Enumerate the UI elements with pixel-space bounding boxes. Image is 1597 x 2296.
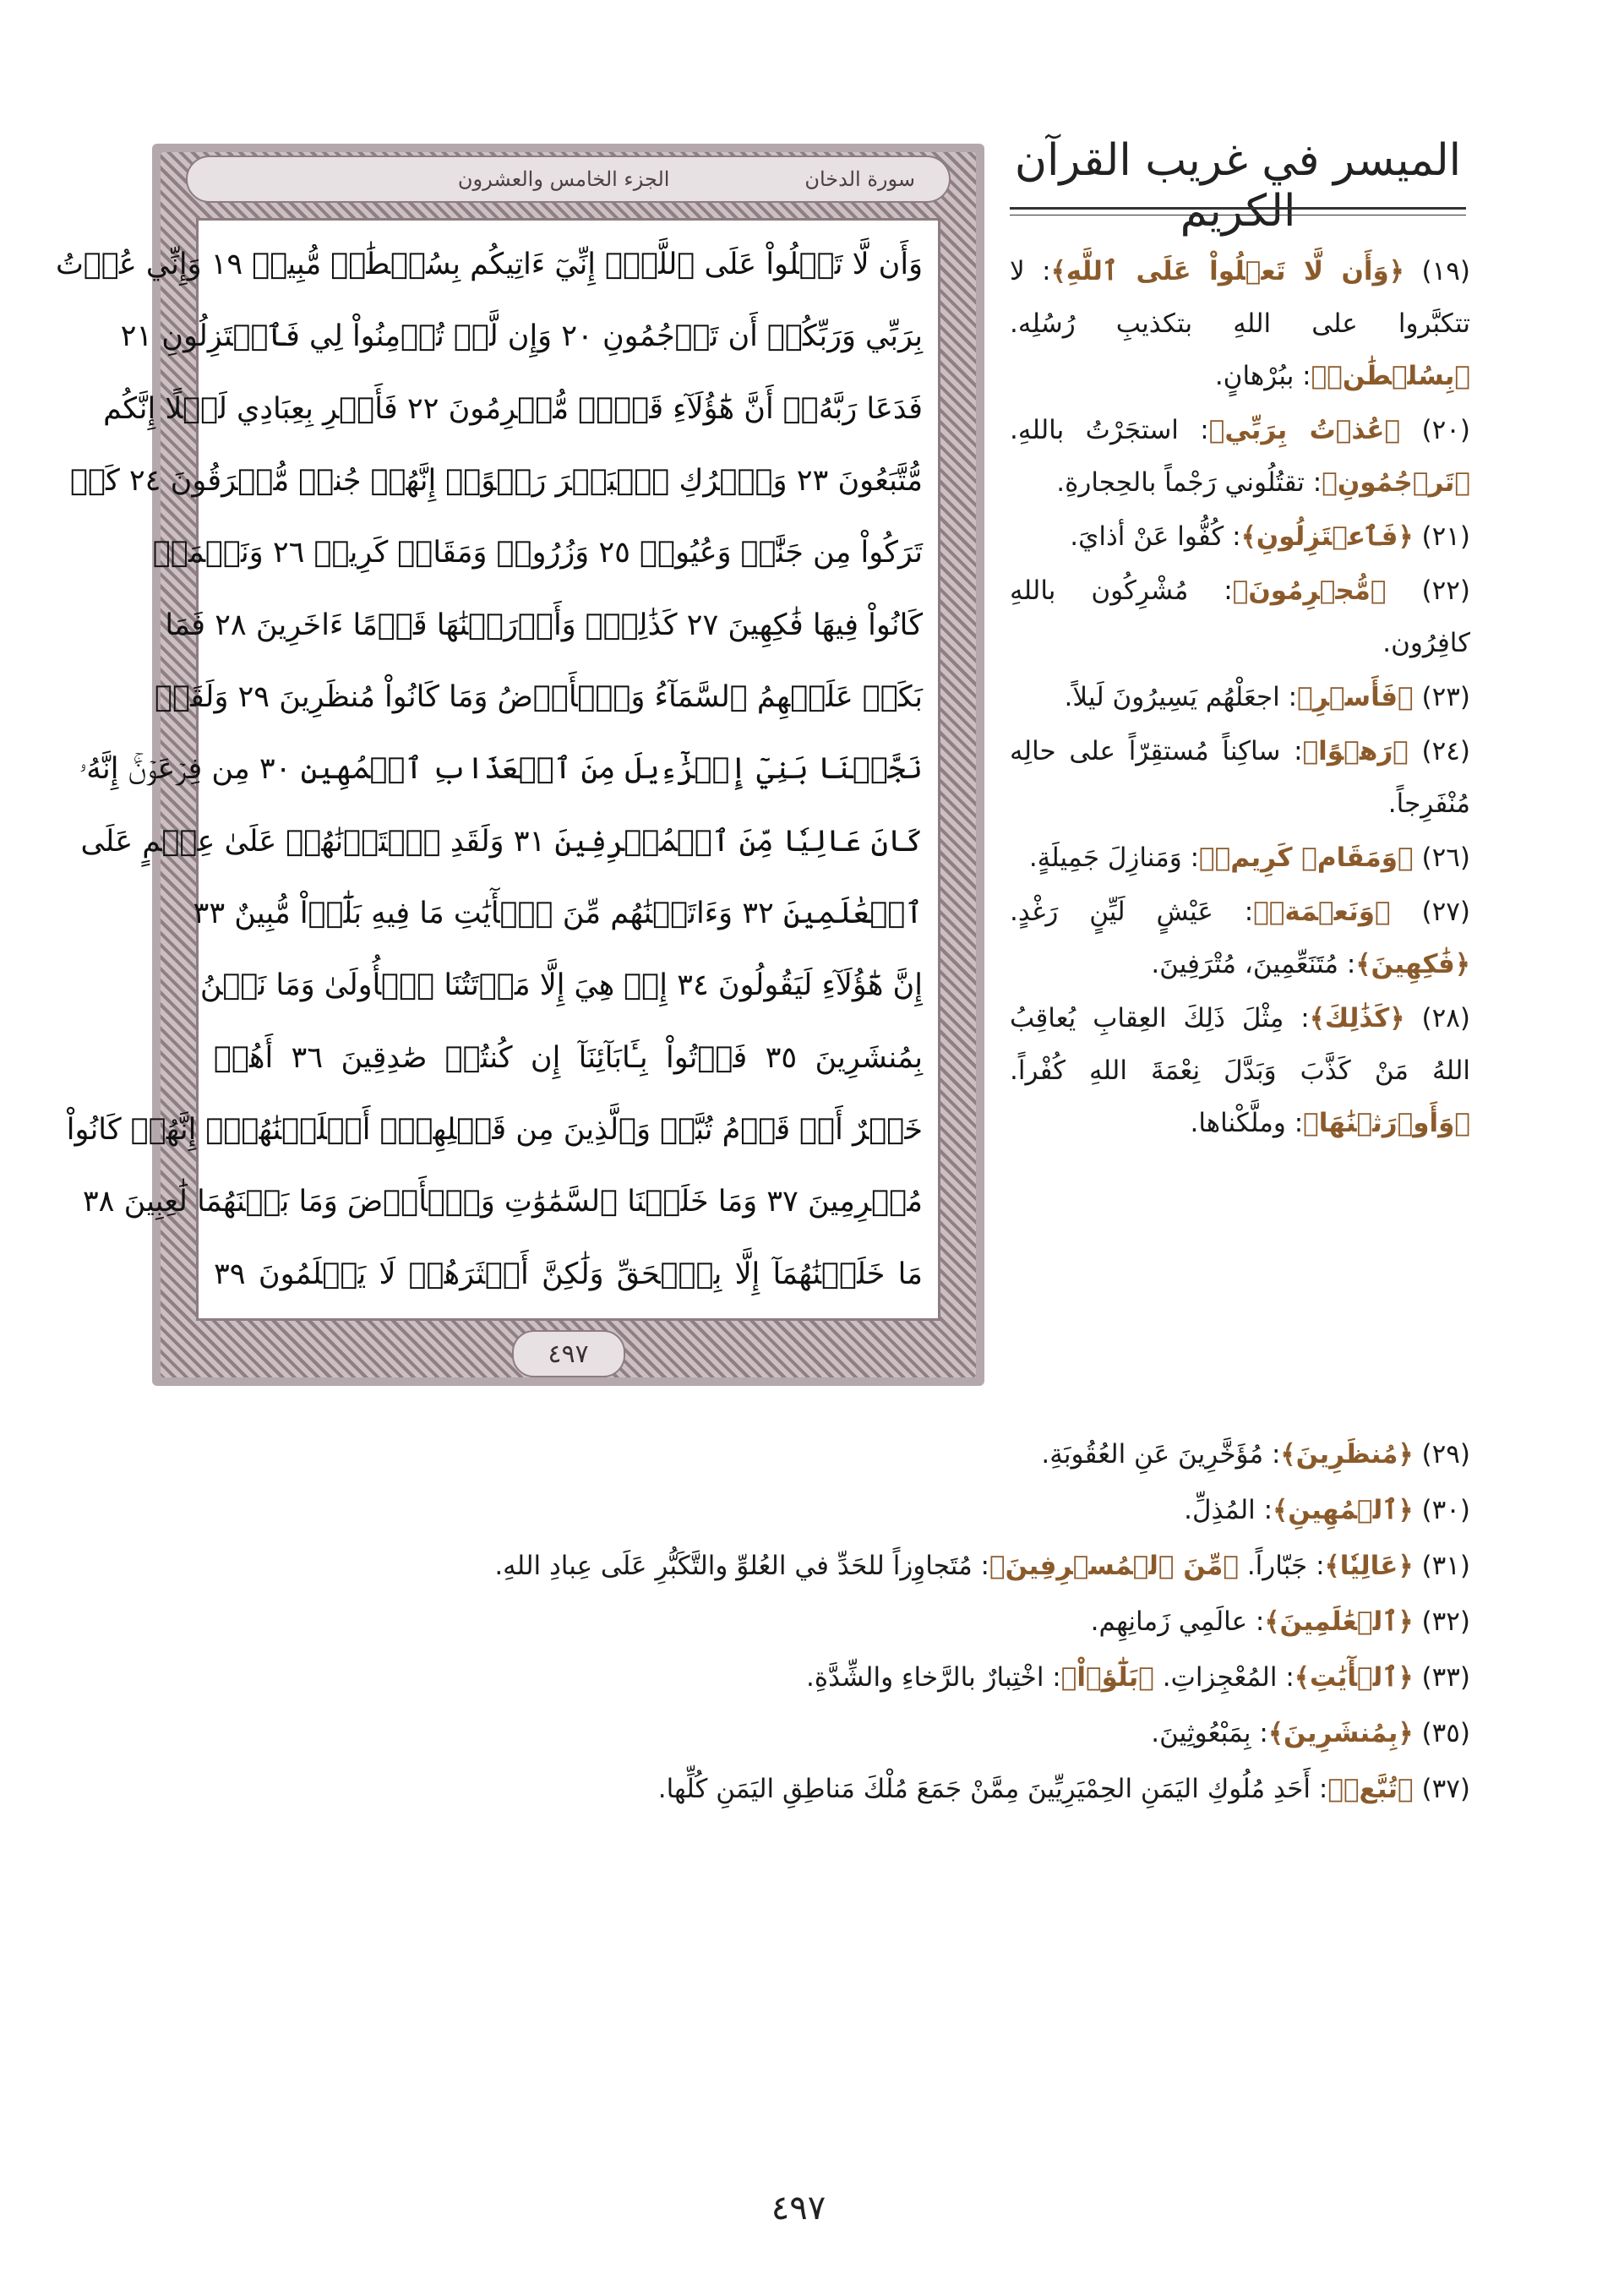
note-number: (٢٢) [1386, 575, 1470, 606]
note-entry [1010, 510, 1470, 563]
note-number: (٣٥) [1413, 1718, 1470, 1748]
note-keyword: ﴿وَأَوۡرَثۡنَٰهَا﴾ [1303, 1108, 1470, 1138]
note-text: : ببُرْهانٍ. [1214, 361, 1311, 391]
notes-column [1010, 245, 1470, 1151]
note-keyword: ﴿فَٱعۡتَزِلُونِ﴾ [1240, 521, 1414, 552]
note-text: : لا تتكبَّروا على اللهِ بتكذيبِ رُسُلِه. [1010, 256, 1470, 339]
note-keyword: ﴿عَالِيٗا﴾ [1324, 1551, 1414, 1581]
note-number: (٢٨) [1404, 1003, 1470, 1033]
note-number: (٢١) [1413, 521, 1470, 552]
notes-full-width [372, 1428, 1470, 1819]
note-entry [1010, 886, 1470, 990]
note-entry [1010, 564, 1470, 669]
verse-line: ٱلۡعَٰلَمِينَ ٣٢ وَءَاتَيۡنَٰهُم مِّنَ ٱلۡأٓيَٰتِ مَا فِيهِ بَلَٰٓؤٞاْ مُّبِينٌ ٣٣ [193, 897, 923, 931]
note-entry [372, 1484, 1470, 1536]
verses-block [55, 229, 923, 1310]
mushaf-page-frame [55, 144, 984, 1386]
note-keyword: ﴿تُبَّعٖ﴾ [1327, 1774, 1414, 1804]
verse-line: مُجۡرِمِينَ ٣٧ وَمَا خَلَقۡنَا ٱلسَّمَٰوَٰتِ وَٱلۡأَرۡضَ وَمَا بَيۡنَهُمَا لَٰعِبِينَ ٣٨ [82, 1185, 923, 1219]
note-number: (١٩) [1404, 256, 1470, 286]
note-text: : جَبّاراً. [1238, 1551, 1325, 1581]
verse-line: خَيۡرٌ أَمۡ قَوۡمُ تُبَّعٖ وَٱلَّذِينَ مِن قَبۡلِهِمۡۚ أَهۡلَكۡنَٰهُمۡۖ إِنَّهُمۡ كَانُواْ [66, 1113, 923, 1148]
verse-line: وَأَن لَّا تَعۡلُواْ عَلَى ٱللَّهِۖ إِنِّيٓ ءَاتِيكُم بِسُلۡطَٰنٖ مُّبِينٖ ١٩ وَإِنِّي عُذۡتُ [55, 248, 923, 281]
note-text: : استجَرْتُ باللهِ. [1010, 415, 1209, 445]
note-keyword: ﴿مِّنَ ٱلۡمُسۡرِفِينَ﴾ [989, 1551, 1239, 1581]
verse-line: مَا خَلَقۡنَٰهُمَآ إِلَّا بِٱلۡحَقِّ وَلَٰكِنَّ أَكۡثَرَهُمۡ لَا يَعۡلَمُونَ ٣٩ [214, 1257, 923, 1291]
note-keyword: ﴿بِمُنشَرِينَ﴾ [1267, 1718, 1414, 1748]
verse-line: بِرَبِّي وَرَبِّكُمۡ أَن تَرۡجُمُونِ ٢٠ وَإِن لَّمۡ تُؤۡمِنُواْ لِي فَٱعۡتَزِلُونِ ٢١ [120, 319, 923, 354]
note-text: : مُؤَخَّرِينَ عَنِ العُقُوبَةِ. [1041, 1439, 1281, 1470]
note-entry [1010, 245, 1470, 402]
note-entry [1010, 992, 1470, 1149]
note-number: (٢٦) [1413, 843, 1470, 873]
note-text: : مِثْلَ ذَلِكَ العِقابِ يُعاقِبُ اللهُ مَنْ كَذَّبَ وَبَدَّلَ نِعْمَةَ اللهِ كُفْراً. [1010, 1003, 1470, 1086]
note-entry [372, 1540, 1470, 1592]
note-entry [372, 1707, 1470, 1759]
note-entry [1010, 832, 1470, 884]
note-text: : وَمَنازِلَ جَمِيلَةٍ. [1028, 843, 1200, 873]
verse-line: بِمُنشَرِينَ ٣٥ فَأۡتُواْ بِـَٔابَآئِنَآ إِن كُنتُمۡ صَٰدِقِينَ ٣٦ أَهُمۡ [214, 1040, 923, 1075]
note-text: : المُذِلِّ. [1184, 1495, 1273, 1525]
note-keyword: ﴿فَٰكِهِينَ﴾ [1355, 949, 1470, 979]
note-keyword: ﴿وَأَن لَّا تَعۡلُواْ عَلَى ٱللَّهِ﴾ [1050, 256, 1404, 286]
note-keyword: ﴿مُّجۡرِمُونَ﴾ [1232, 575, 1387, 606]
note-text: : مُشْرِكُون باللهِ كافِرُون. [1010, 575, 1470, 658]
note-keyword: ﴿عُذۡتُ بِرَبِّي﴾ [1208, 415, 1401, 445]
verse-line: كَانُواْ فِيهَا فَٰكِهِينَ ٢٧ كَذَٰلِكَۖ وَأَوۡرَثۡنَٰهَا قَوۡمًا ءَاخَرِينَ ٢٨ فَمَا [165, 608, 923, 642]
note-text: : مُتَنَعِّمِينَ، مُتْرَفِينَ. [1151, 949, 1356, 979]
note-number: (٣٣) [1413, 1662, 1470, 1693]
verse-line: مُّتَّبَعُونَ ٢٣ وَٱتۡرُكِ ٱلۡبَحۡرَ رَهۡوًاۖ إِنَّهُمۡ جُندٞ مُّغۡرَقُونَ ٢٤ كَمۡ [70, 464, 923, 499]
note-keyword: ﴿ٱلۡعَٰلَمِينَ﴾ [1264, 1606, 1414, 1637]
note-number: (٢٧) [1390, 897, 1470, 927]
verse-line: بَكَتۡ عَلَيۡهِمُ ٱلسَّمَآءُ وَٱلۡأَرۡضُ وَمَا كَانُواْ مُنظَرِينَ ٢٩ وَلَقَدۡ [155, 680, 923, 715]
note-number: (٣٠) [1413, 1495, 1470, 1525]
note-number: (٢٠) [1400, 415, 1470, 445]
note-keyword: ﴿رَهۡوًا﴾ [1302, 736, 1409, 766]
mushaf-page-number: ٤٩٧ [512, 1330, 625, 1377]
verse-line: نَجَّيۡنَا بَنِيٓ إِسۡرَٰٓءِيلَ مِنَ ٱلۡعَذَابِ ٱلۡمُهِينِ ٣٠ مِن فِرۡعَوۡنَۚ إِنَّهُۥ [79, 752, 923, 787]
note-text: : كُفُّوا عَنْ أذايَ. [1070, 521, 1241, 552]
verse-line: تَرَكُواْ مِن جَنَّٰتٖ وَعُيُونٖ ٢٥ وَزُرُوعٖ وَمَقَامٖ كَرِيمٖ ٢٦ وَنَعۡمَةٖ [152, 536, 923, 570]
note-entry [372, 1428, 1470, 1481]
note-keyword: ﴿مُنظَرِينَ﴾ [1280, 1439, 1414, 1470]
note-text: : عَيْشٍ لَيِّنٍ رَغْدٍ. [1010, 897, 1254, 927]
verse-line: فَدَعَا رَبَّهُۥٓ أَنَّ هَٰٓؤُلَآءِ قَوۡمٞ مُّجۡرِمُونَ ٢٢ فَأَسۡرِ بِعِبَادِي لَيۡلًا إِنَّكُم [103, 391, 923, 426]
note-keyword: ﴿ٱلۡمُهِينِ﴾ [1273, 1495, 1414, 1525]
note-keyword: ﴿فَأَسۡرِ﴾ [1297, 682, 1414, 712]
note-text: : اخْتِبارٌ بالرَّخاءِ والشِّدَّةِ. [805, 1662, 1061, 1693]
header-rule [1010, 207, 1466, 210]
book-title: الميسر في غريب القرآن الكريم [1014, 135, 1462, 237]
note-keyword: ﴿بِسُلۡطَٰنٖ﴾ [1311, 361, 1470, 391]
note-keyword: ﴿كَذَٰلِكَ﴾ [1309, 1003, 1405, 1033]
mushaf-header [186, 155, 951, 203]
note-entry [372, 1651, 1470, 1704]
note-text: : عالَمِي زَمانِهِم. [1090, 1606, 1265, 1637]
note-entry [372, 1595, 1470, 1648]
note-text: : تقتُلُوني رَجْماً بالحِجارةِ. [1056, 467, 1322, 498]
note-entry [372, 1763, 1470, 1815]
note-text: : اجعَلْهُم يَسِيرُونَ لَيلاً. [1064, 682, 1298, 712]
note-entry [1010, 404, 1470, 509]
note-number: (٢٩) [1413, 1439, 1470, 1470]
note-entry [1010, 671, 1470, 723]
note-text: : ساكِناً مُستقِرّاً على حالِه مُنْفَرِجاً. [1010, 736, 1470, 819]
note-entry [1010, 725, 1470, 830]
note-text: : بِمَبْعُوثِينَ. [1151, 1718, 1268, 1748]
note-keyword: ﴿بَلَٰٓؤٞاْ﴾ [1060, 1662, 1154, 1693]
note-number: (٢٤) [1408, 736, 1471, 766]
verse-line: إِنَّ هَٰٓؤُلَآءِ لَيَقُولُونَ ٣٤ إِنۡ هِيَ إِلَّا مَوۡتَتُنَا ٱلۡأُولَىٰ وَمَا نَحۡنُ [199, 968, 923, 1003]
note-text: : المُعْجِزاتِ. [1153, 1662, 1294, 1693]
note-keyword: ﴿ٱلۡأٓيَٰتِ﴾ [1294, 1662, 1414, 1693]
note-text: : وملَّكْناها. [1190, 1108, 1304, 1138]
page-number: ٤٩٧ [771, 2189, 826, 2228]
note-number: (٢٣) [1413, 682, 1470, 712]
note-number: (٣١) [1413, 1551, 1470, 1581]
note-number: (٣٧) [1413, 1774, 1470, 1804]
note-text: : مُتَجاوِزاً للحَدِّ في العُلوِّ والتَّكَبُّرِ عَلَى عِبادِ اللهِ. [494, 1551, 989, 1581]
surah-name: سورة الدخان [804, 167, 915, 191]
note-text: : أَحَدِ مُلُوكِ اليَمَنِ الحِمْيَرِيِّينَ مِمَّنْ جَمَعَ مُلْكَ مَناطِقِ اليَمَنِ كُلِّها. [657, 1774, 1328, 1804]
note-keyword: ﴿وَنَعۡمَةٖ﴾ [1253, 897, 1391, 927]
note-keyword: ﴿تَرۡجُمُونِ﴾ [1322, 467, 1470, 498]
juz-name: الجزء الخامس والعشرون [457, 167, 670, 191]
mushaf-text-area [55, 218, 940, 1321]
note-number: (٣٢) [1413, 1606, 1470, 1637]
verse-line: كَانَ عَالِيٗا مِّنَ ٱلۡمُسۡرِفِينَ ٣١ وَلَقَدِ ٱخۡتَرۡنَٰهُمۡ عَلَىٰ عِلۡمٍ عَلَى [80, 824, 923, 859]
note-keyword: ﴿وَمَقَامٖ كَرِيمٖ﴾ [1199, 843, 1414, 873]
